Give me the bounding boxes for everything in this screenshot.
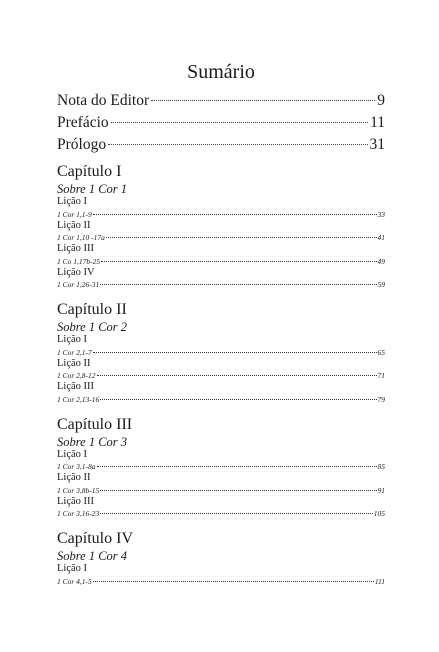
toc-entry-prologue[interactable] bbox=[57, 134, 385, 156]
lesson-page: 105 bbox=[373, 509, 385, 518]
lesson-entry[interactable] bbox=[57, 232, 385, 243]
lesson-ref: 1 Cor 1,26-31 bbox=[57, 280, 100, 289]
dot-leader bbox=[100, 284, 376, 285]
front-matter-list bbox=[57, 90, 385, 156]
toc-entry-label: Prefácio bbox=[57, 114, 109, 131]
dot-leader bbox=[97, 466, 377, 467]
toc-entry-page: 9 bbox=[377, 92, 385, 109]
lesson-title: Lição II bbox=[57, 357, 91, 369]
spacer bbox=[57, 519, 385, 527]
spacer bbox=[57, 290, 385, 298]
lesson-page: 49 bbox=[377, 256, 385, 266]
lesson-page: 41 bbox=[377, 233, 385, 242]
lesson-ref: 1 Cor 4,1-5 bbox=[57, 576, 92, 586]
lesson-ref: 1 Cor 3,16-23 bbox=[57, 509, 100, 518]
lesson-entry[interactable] bbox=[57, 209, 385, 220]
lesson-entry[interactable] bbox=[57, 508, 385, 519]
lesson-title: Lição II bbox=[57, 472, 91, 483]
lesson-entry[interactable] bbox=[57, 394, 385, 405]
toc-entry-page: 11 bbox=[370, 114, 385, 131]
dot-leader bbox=[100, 490, 376, 491]
chapter-1 bbox=[57, 162, 385, 290]
lesson-page: 59 bbox=[377, 280, 385, 289]
toc-entry-page: 31 bbox=[369, 136, 385, 153]
lesson-page: 33 bbox=[377, 209, 385, 219]
chapter-2 bbox=[57, 300, 385, 405]
chapter-subtitle: Sobre 1 Cor 1 bbox=[57, 182, 128, 196]
lesson-page: 91 bbox=[377, 485, 385, 495]
lesson-title: Lição I bbox=[57, 196, 88, 207]
dot-leader bbox=[101, 261, 376, 262]
chapter-4 bbox=[57, 529, 385, 587]
lesson-ref: 1 Cor 3,1-8a bbox=[57, 462, 96, 471]
toc-entry-label: Nota do Editor bbox=[57, 92, 150, 109]
lesson-title: Lição IV bbox=[57, 266, 95, 278]
chapter-title[interactable]: Capítulo IV bbox=[57, 530, 133, 547]
lesson-title: Lição III bbox=[57, 243, 95, 254]
dot-leader bbox=[100, 513, 372, 514]
lesson-title: Lição II bbox=[57, 219, 91, 231]
lesson-title: Lição III bbox=[57, 495, 95, 507]
lesson-title: Lição I bbox=[57, 563, 88, 574]
chapter-subtitle: Sobre 1 Cor 3 bbox=[57, 434, 128, 449]
lesson-entry[interactable] bbox=[57, 576, 385, 587]
lesson-title: Lição I bbox=[57, 334, 88, 345]
dot-leader bbox=[111, 122, 368, 123]
dot-leader bbox=[93, 352, 377, 353]
dot-leader bbox=[93, 214, 377, 215]
lesson-entry[interactable] bbox=[57, 347, 385, 358]
lesson-ref: 1 Cor 3,8b-15 bbox=[57, 485, 100, 495]
lesson-page: 65 bbox=[377, 347, 385, 357]
lesson-ref: 1 Co 1,17b-25 bbox=[57, 256, 101, 266]
toc-entry-editor-note[interactable] bbox=[57, 90, 385, 112]
dot-leader bbox=[100, 399, 376, 400]
chapter-title[interactable]: Capítulo II bbox=[57, 301, 127, 318]
dot-leader bbox=[106, 237, 377, 238]
table-of-contents bbox=[57, 60, 385, 587]
lesson-page: 85 bbox=[377, 462, 385, 471]
chapter-subtitle: Sobre 1 Cor 4 bbox=[57, 549, 128, 563]
lesson-ref: 1 Cor 2,13-16 bbox=[57, 394, 100, 404]
lesson-page: 71 bbox=[377, 371, 385, 380]
lesson-entry[interactable] bbox=[57, 461, 385, 472]
lesson-entry[interactable] bbox=[57, 485, 385, 496]
lesson-ref: 1 Cor 1,10 -17a bbox=[57, 233, 105, 242]
toc-entry-preface[interactable] bbox=[57, 112, 385, 134]
dot-leader bbox=[151, 100, 375, 101]
lesson-entry[interactable] bbox=[57, 370, 385, 381]
chapter-subtitle: Sobre 1 Cor 2 bbox=[57, 320, 128, 334]
lesson-title: Lição III bbox=[57, 381, 95, 392]
lesson-ref: 1 Cor 2,8-12 bbox=[57, 371, 96, 380]
lesson-entry[interactable] bbox=[57, 279, 385, 290]
lesson-ref: 1 Cor 2,1-7 bbox=[57, 347, 92, 357]
dot-leader bbox=[93, 581, 374, 582]
lesson-title: Lição I bbox=[57, 448, 88, 460]
spacer bbox=[57, 405, 385, 413]
dot-leader bbox=[97, 375, 377, 376]
toc-entry-label: Prólogo bbox=[57, 136, 107, 153]
lesson-page: 79 bbox=[377, 394, 385, 404]
lesson-page: 111 bbox=[374, 576, 385, 586]
lesson-entry[interactable] bbox=[57, 256, 385, 267]
chapter-title[interactable]: Capítulo I bbox=[57, 163, 122, 180]
chapter-3 bbox=[57, 415, 385, 520]
dot-leader bbox=[108, 144, 367, 145]
chapter-title[interactable]: Capítulo III bbox=[57, 415, 133, 433]
page-title: Sumário bbox=[187, 61, 255, 83]
lesson-ref: 1 Cor 1,1-9 bbox=[57, 209, 92, 219]
